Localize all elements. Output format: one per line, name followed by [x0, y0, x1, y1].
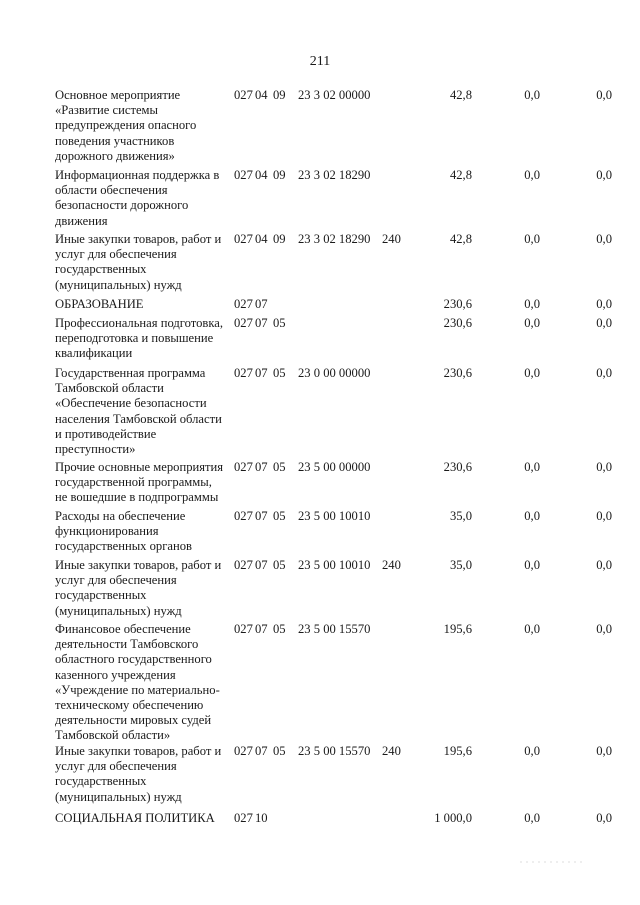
amount-year-2: 0,0: [524, 297, 540, 311]
amount-year-1: 230,6: [443, 316, 472, 330]
expense-type-code: 240: [382, 558, 401, 572]
amount-year-1: 195,6: [443, 622, 472, 636]
department-code: 027: [234, 509, 253, 523]
expense-name-line: государственных органов: [55, 539, 192, 554]
amount-year-1: 230,6: [443, 297, 472, 311]
subsection-code: 09: [273, 168, 286, 182]
target-article-code: 23 3 02 18290: [298, 232, 371, 246]
section-code: 04: [255, 232, 268, 246]
amount-year-2: 0,0: [524, 168, 540, 182]
amount-year-1: 230,6: [443, 366, 472, 380]
expense-name: [55, 366, 233, 457]
expense-name-line: «Учреждение по материально-: [55, 682, 220, 697]
amount-year-3: 0,0: [596, 744, 612, 758]
expense-name-line: Информационная поддержка в: [55, 168, 220, 182]
expense-type-code: 240: [382, 744, 401, 758]
expense-name-line: казенного учреждения: [55, 667, 176, 682]
amount-year-3: 0,0: [596, 558, 612, 572]
expense-name-line: безопасности дорожного: [55, 198, 189, 213]
expense-name-line: деятельности мировых судей: [55, 713, 212, 728]
department-code: 027: [234, 316, 253, 330]
amount-year-1: 230,6: [443, 460, 472, 474]
subsection-code: 09: [273, 88, 286, 102]
section-code: 10: [255, 811, 268, 825]
expense-name-line: ОБРАЗОВАНИЕ: [55, 297, 144, 311]
expense-name: [55, 88, 233, 164]
department-code: 027: [234, 811, 253, 825]
expense-name-line: Тамбовской области»: [55, 728, 171, 743]
section-code: 07: [255, 558, 268, 572]
expense-name: [55, 460, 233, 506]
expense-name-line: государственных: [55, 588, 147, 603]
expense-name-line: Основное мероприятие: [55, 88, 181, 102]
expense-name-line: и противодействие: [55, 426, 157, 441]
expense-name-line: деятельности Тамбовского: [55, 637, 199, 652]
expense-name-line: Расходы на обеспечение: [55, 509, 186, 523]
target-article-code: 23 5 00 00000: [298, 460, 371, 474]
subsection-code: 05: [273, 366, 286, 380]
expense-name: [55, 316, 233, 362]
expense-name-line: государственных: [55, 774, 147, 789]
expense-name-line: движения: [55, 213, 108, 228]
target-article-code: 23 3 02 00000: [298, 88, 371, 102]
expense-name: [55, 509, 233, 555]
amount-year-2: 0,0: [524, 88, 540, 102]
subsection-code: 05: [273, 460, 286, 474]
expense-name: [55, 811, 233, 826]
section-code: 07: [255, 509, 268, 523]
amount-year-2: 0,0: [524, 460, 540, 474]
amount-year-1: 35,0: [449, 558, 472, 572]
expense-name-line: функционирования: [55, 524, 159, 539]
scan-noise: [518, 860, 582, 864]
target-article-code: 23 5 00 15570: [298, 744, 371, 758]
expense-name: [55, 558, 233, 619]
amount-year-1: 1 000,0: [434, 811, 472, 825]
amount-year-3: 0,0: [596, 366, 612, 380]
section-code: 04: [255, 168, 268, 182]
expense-name-line: Государственная программа: [55, 366, 206, 380]
expense-name-line: предупреждения опасного: [55, 118, 197, 133]
expense-name-line: Прочие основные мероприятия: [55, 460, 224, 474]
expense-name: [55, 744, 233, 805]
expense-type-code: 240: [382, 232, 401, 246]
subsection-code: 05: [273, 558, 286, 572]
subsection-code: 05: [273, 316, 286, 330]
amount-year-3: 0,0: [596, 232, 612, 246]
page-number: 211: [309, 54, 331, 69]
department-code: 027: [234, 232, 253, 246]
amount-year-2: 0,0: [524, 316, 540, 330]
expense-name-line: дорожного движения»: [55, 148, 175, 163]
target-article-code: 23 0 00 00000: [298, 366, 371, 380]
expense-name-line: услуг для обеспечения: [55, 247, 177, 262]
amount-year-1: 35,0: [449, 509, 472, 523]
target-article-code: 23 5 00 15570: [298, 622, 371, 636]
department-code: 027: [234, 366, 253, 380]
section-code: 07: [255, 744, 268, 758]
department-code: 027: [234, 297, 253, 311]
amount-year-2: 0,0: [524, 366, 540, 380]
amount-year-2: 0,0: [524, 558, 540, 572]
target-article-code: 23 5 00 10010: [298, 509, 371, 523]
subsection-code: 05: [273, 622, 286, 636]
expense-name-line: государственной программы,: [55, 475, 212, 490]
expense-name-line: услуг для обеспечения: [55, 759, 177, 774]
amount-year-3: 0,0: [596, 811, 612, 825]
expense-name-line: «Развитие системы: [55, 103, 158, 118]
expense-name: [55, 232, 233, 293]
expense-name-line: (муниципальных) нужд: [55, 789, 182, 804]
expense-name-line: техническому обеспечению: [55, 698, 204, 713]
amount-year-1: 42,8: [449, 232, 472, 246]
expense-name-line: «Обеспечение безопасности: [55, 396, 207, 411]
expense-name-line: Финансовое обеспечение: [55, 622, 191, 636]
expense-name-line: Иные закупки товаров, работ и: [55, 232, 222, 246]
expense-name-line: квалификации: [55, 346, 133, 361]
department-code: 027: [234, 558, 253, 572]
expense-name-line: Иные закупки товаров, работ и: [55, 744, 222, 758]
expense-name-line: не вошедшие в подпрограммы: [55, 490, 219, 505]
subsection-code: 05: [273, 509, 286, 523]
expense-name-line: областного государственного: [55, 652, 212, 667]
amount-year-1: 42,8: [449, 88, 472, 102]
expense-name-line: (муниципальных) нужд: [55, 603, 182, 618]
amount-year-1: 42,8: [449, 168, 472, 182]
expense-name-line: преступности»: [55, 442, 136, 457]
expense-name-line: (муниципальных) нужд: [55, 277, 182, 292]
expense-name-line: переподготовка и повышение: [55, 331, 214, 346]
expense-name-line: поведения участников: [55, 133, 175, 148]
section-code: 07: [255, 297, 268, 311]
expense-name-line: области обеспечения: [55, 183, 168, 198]
amount-year-3: 0,0: [596, 622, 612, 636]
amount-year-3: 0,0: [596, 297, 612, 311]
section-code: 07: [255, 460, 268, 474]
expense-name: [55, 622, 233, 744]
amount-year-3: 0,0: [596, 88, 612, 102]
amount-year-1: 195,6: [443, 744, 472, 758]
amount-year-2: 0,0: [524, 811, 540, 825]
amount-year-2: 0,0: [524, 509, 540, 523]
expense-name-line: Тамбовской области: [55, 381, 164, 396]
expense-name-line: Иные закупки товаров, работ и: [55, 558, 222, 572]
department-code: 027: [234, 622, 253, 636]
department-code: 027: [234, 744, 253, 758]
expense-name-line: Профессиональная подготовка,: [55, 316, 224, 330]
department-code: 027: [234, 460, 253, 474]
expense-name-line: услуг для обеспечения: [55, 573, 177, 588]
amount-year-2: 0,0: [524, 232, 540, 246]
subsection-code: 05: [273, 744, 286, 758]
expense-name: [55, 168, 233, 229]
expense-name: [55, 297, 233, 312]
expense-name-line: СОЦИАЛЬНАЯ ПОЛИТИКА: [55, 811, 215, 825]
amount-year-3: 0,0: [596, 460, 612, 474]
section-code: 07: [255, 366, 268, 380]
target-article-code: 23 3 02 18290: [298, 168, 371, 182]
section-code: 07: [255, 622, 268, 636]
section-code: 04: [255, 88, 268, 102]
amount-year-3: 0,0: [596, 316, 612, 330]
subsection-code: 09: [273, 232, 286, 246]
amount-year-2: 0,0: [524, 744, 540, 758]
expense-name-line: населения Тамбовской области: [55, 411, 222, 426]
target-article-code: 23 5 00 10010: [298, 558, 371, 572]
amount-year-2: 0,0: [524, 622, 540, 636]
section-code: 07: [255, 316, 268, 330]
expense-name-line: государственных: [55, 262, 147, 277]
department-code: 027: [234, 168, 253, 182]
amount-year-3: 0,0: [596, 168, 612, 182]
amount-year-3: 0,0: [596, 509, 612, 523]
department-code: 027: [234, 88, 253, 102]
